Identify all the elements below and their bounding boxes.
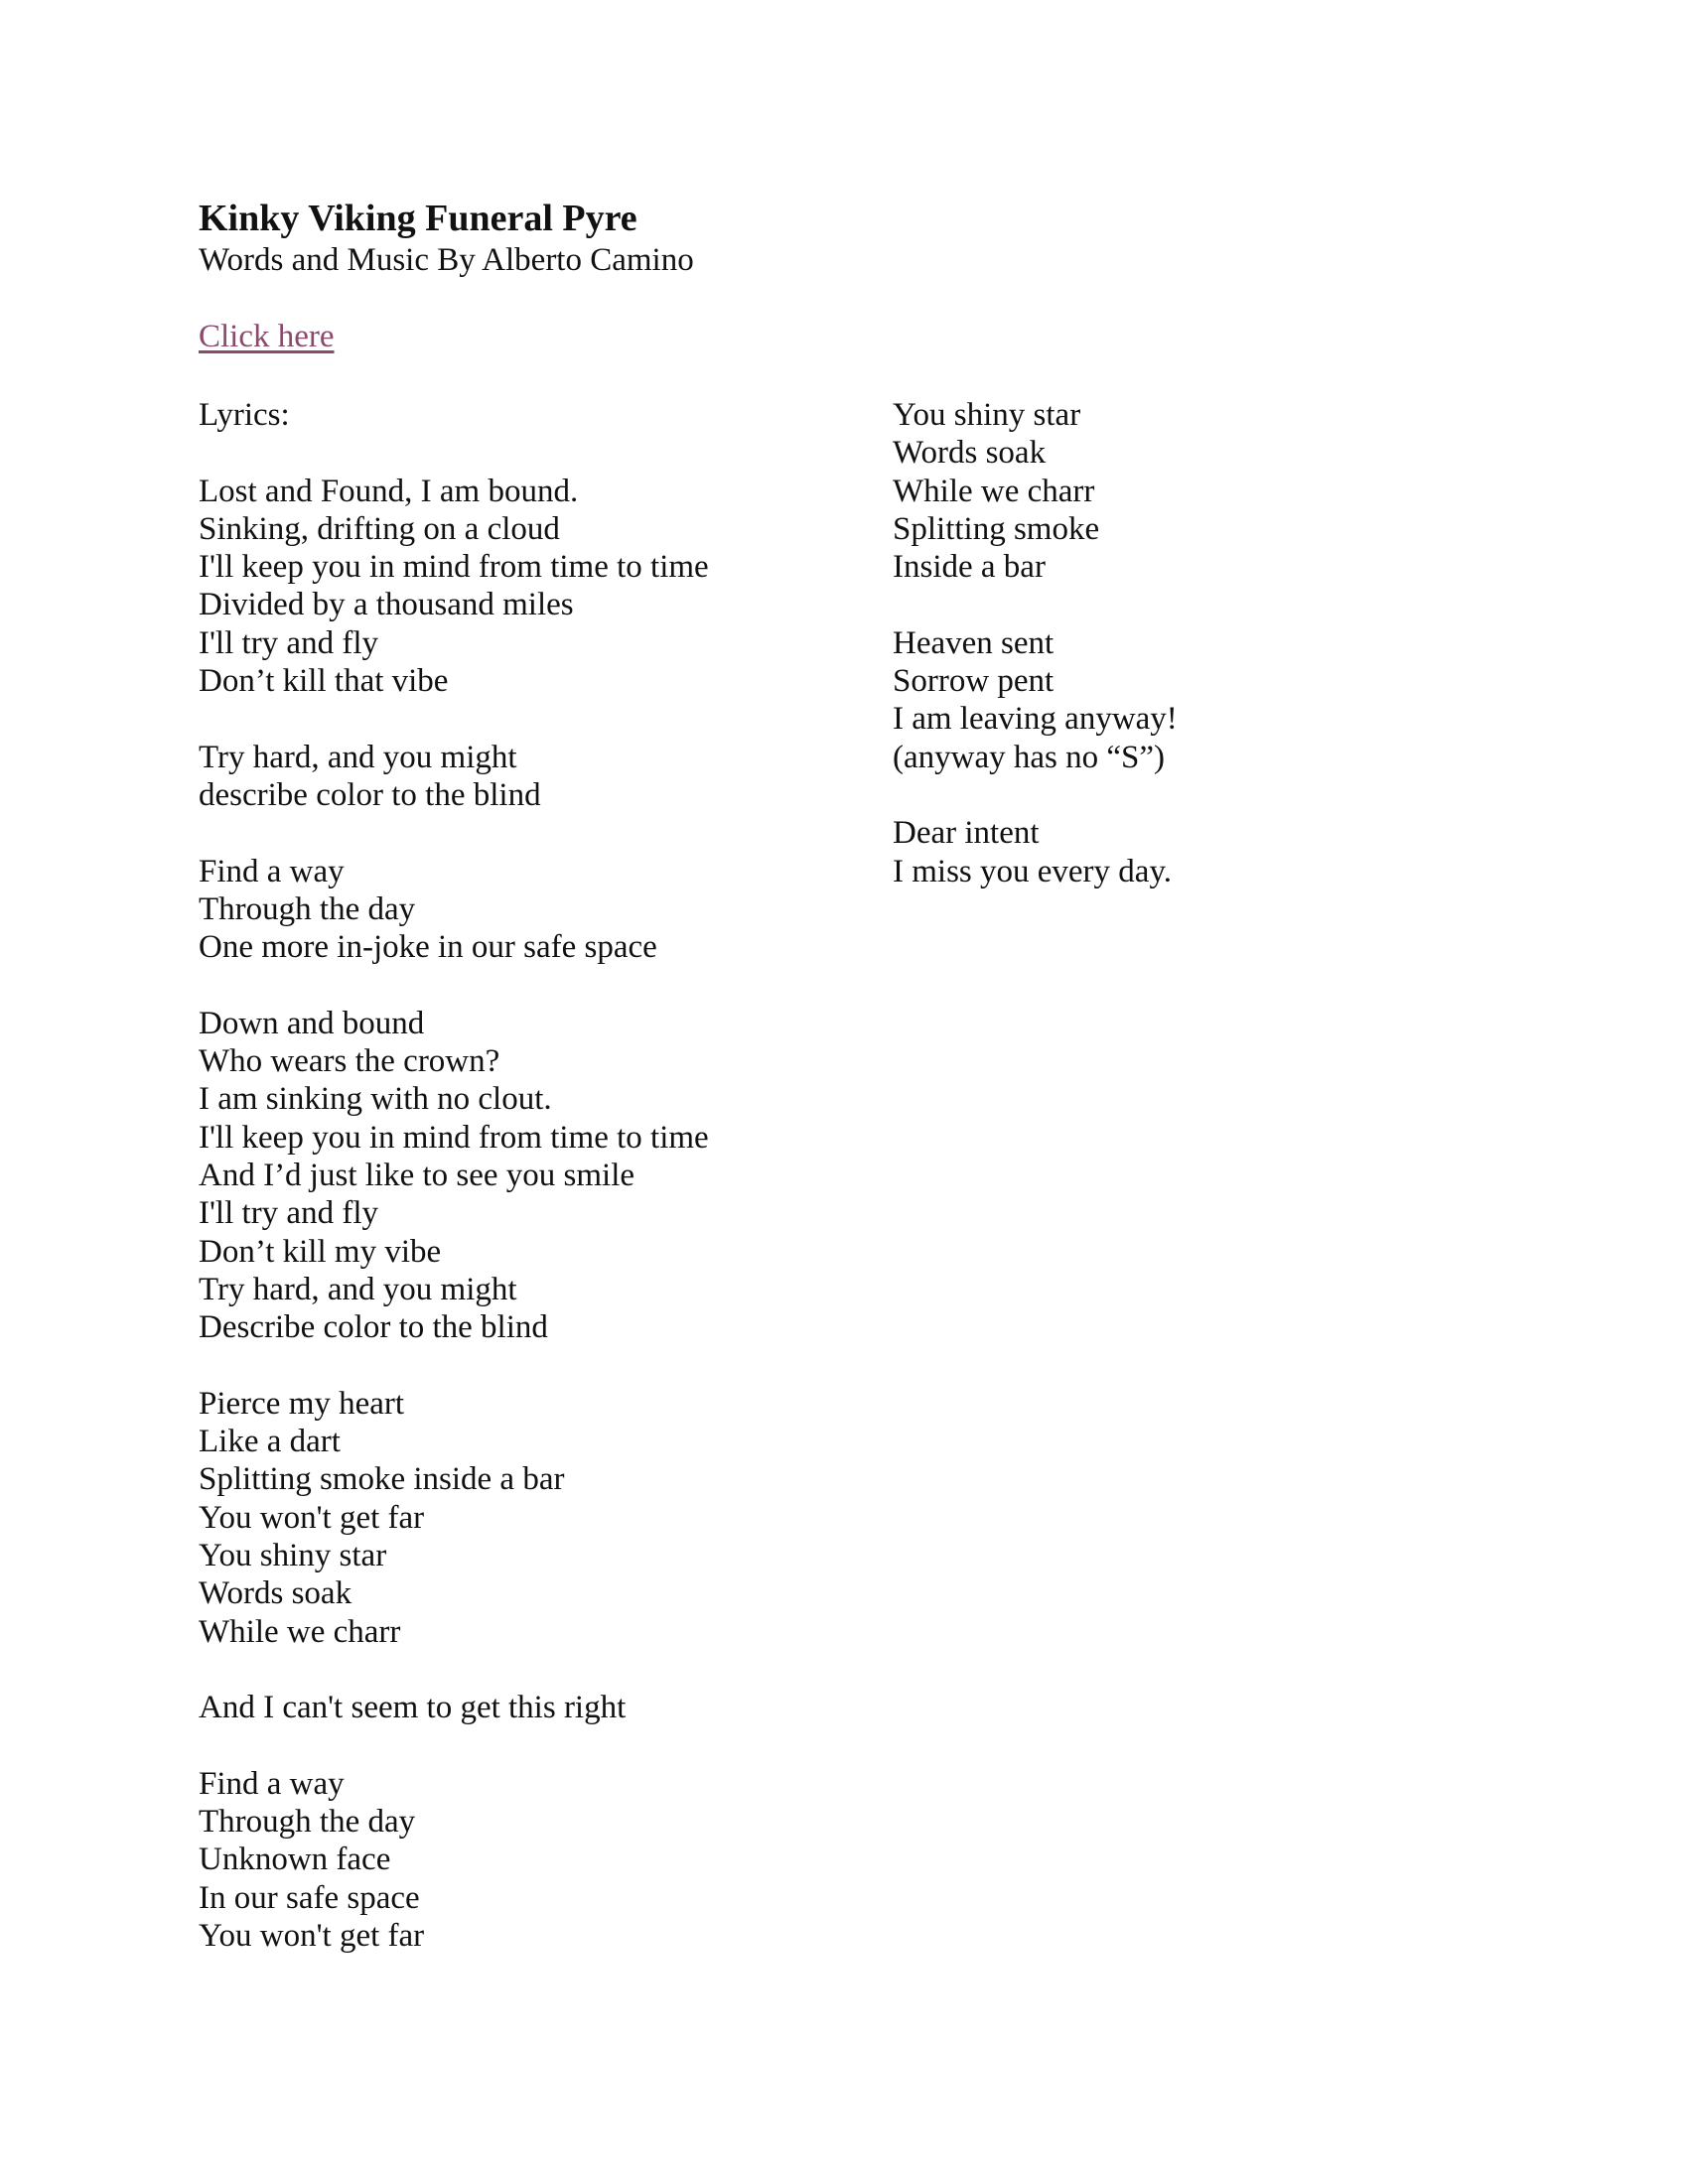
lyric-line: Don’t kill my vibe [199,1233,442,1270]
lyric-line: Dear intent [893,815,1040,852]
stanza [199,739,709,815]
lyric-line: Through the day [199,890,416,927]
lyric-line: (anyway has no “S”) [893,739,1165,775]
lyric-line: Try hard, and you might [199,1271,517,1307]
lyric-line: I'll keep you in mind from time to time [199,549,709,586]
lyric-line: Sinking, drifting on a cloud [199,510,560,547]
lyric-line: While we charr [893,473,1095,509]
lyric-line: And I’d just like to see you smile [199,1157,635,1193]
lyric-line: Lost and Found, I am bound. [199,473,579,509]
lyric-line: You shiny star [893,397,1081,433]
lyric-line: Words soak [893,435,1047,472]
lyric-line: Who wears the crown? [199,1043,500,1080]
lyric-line: Words soak [199,1575,352,1612]
lyrics-label: Lyrics: [199,397,290,433]
stanza-gap [199,1346,709,1384]
lyric-line: Describe color to the blind [199,1309,548,1346]
stanza-gap [199,1726,709,1764]
stanza-gap [199,434,709,472]
lyrics-left-column [199,396,709,1955]
lyric-line: Don’t kill that vibe [199,663,449,700]
lyric-line: In our safe space [199,1879,420,1916]
left-stanzas [199,473,709,1956]
stanza-gap [199,700,709,738]
stanza [893,396,1178,586]
lyric-line: I'll keep you in mind from time to time [199,1119,709,1156]
stanza [199,853,709,967]
lyric-line: You shiny star [199,1537,387,1573]
stanza-gap [199,966,709,1004]
lyric-line: Find a way [199,1765,345,1802]
lyric-line: I am leaving anyway! [893,701,1178,738]
stanza-gap [199,814,709,852]
stanza [199,1689,709,1726]
stanza [199,1385,709,1651]
lyric-line: describe color to the blind [199,776,541,813]
lyric-line: Find a way [199,853,345,889]
song-title: Kinky Viking Funeral Pyre [199,198,637,239]
stanza [893,814,1178,890]
lyric-line: You won't get far [199,1917,425,1954]
song-byline: Words and Music By Alberto Camino [199,242,694,278]
stanza [199,473,709,701]
lyric-line: Down and bound [199,1005,425,1041]
lyric-line: Divided by a thousand miles [199,587,574,623]
stanza [893,624,1178,776]
lyric-line: While we charr [199,1613,401,1650]
lyric-line: Pierce my heart [199,1385,405,1422]
click-here-link[interactable]: Click here [199,319,335,354]
stanza-gap [893,586,1178,623]
lyric-line: I'll try and fly [199,624,378,661]
lyric-line: Try hard, and you might [199,739,517,775]
stanza-gap [199,1651,709,1689]
stanza [199,1765,709,1955]
lyric-line: Like a dart [199,1424,341,1460]
stanza [199,1005,709,1347]
lyrics-right-column [893,396,1178,890]
lyric-line: Through the day [199,1803,416,1840]
lyric-line: Heaven sent [893,624,1055,661]
right-stanzas [893,396,1178,890]
lyric-line: I miss you every day. [893,853,1173,889]
lyric-line: Inside a bar [893,549,1046,586]
lyric-line: I am sinking with no clout. [199,1081,552,1118]
lyric-line: Unknown face [199,1842,391,1878]
lyric-line: Sorrow pent [893,663,1055,700]
lyric-line: Splitting smoke [893,510,1100,547]
lyric-line: One more in-joke in our safe space [199,929,657,966]
lyric-line: You won't get far [199,1499,425,1536]
stanza-gap [893,776,1178,814]
lyric-line: And I can't seem to get this right [199,1690,627,1726]
lyric-line: I'll try and fly [199,1195,378,1232]
lyric-line: Splitting smoke inside a bar [199,1461,565,1498]
